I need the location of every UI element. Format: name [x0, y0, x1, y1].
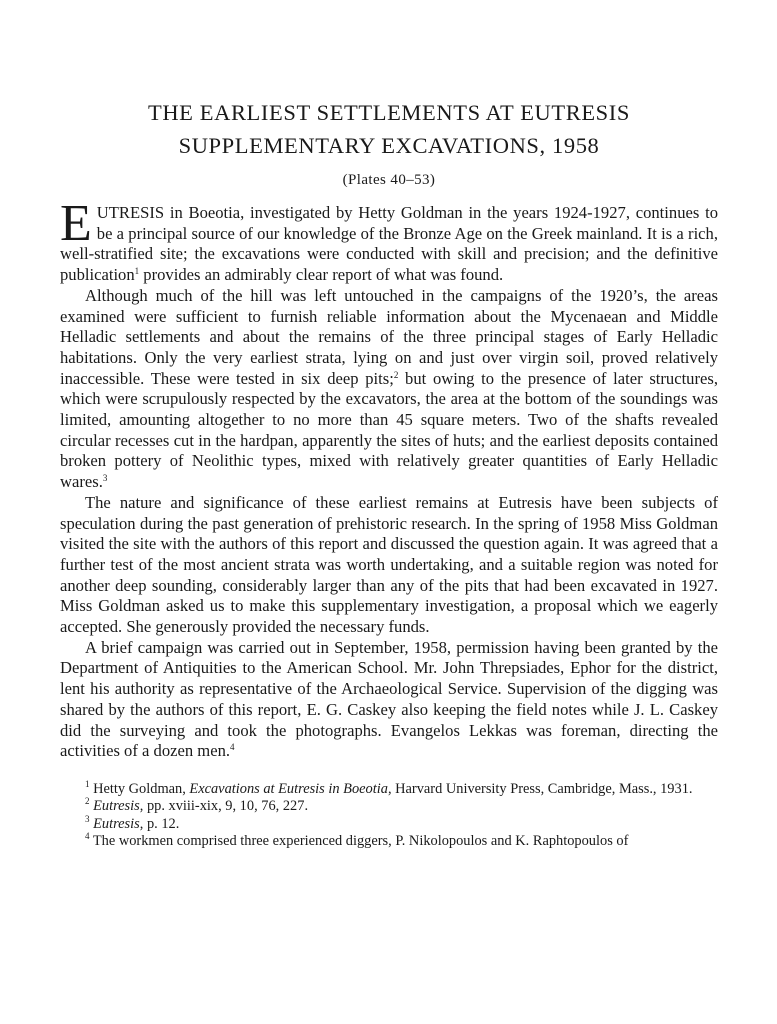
- footnote-ref-3: 3: [102, 473, 108, 484]
- footnote-ref-1: 1: [134, 266, 140, 277]
- footnote-ref-2: 2: [393, 369, 399, 380]
- footnote-1: $^1$ Hetty Goldman, Excavations at Eutresis in Boeotia, Harvard University Press, Cambridge, Mass., 1931.: [85, 778, 693, 797]
- footnote-ref-4: 4: [230, 742, 235, 753]
- article-title: [60, 96, 718, 162]
- footnote-4: $^4$ The workmen comprised three experienced diggers, P. Nikolopoulos and K. Raphtopoulos of: [85, 831, 629, 850]
- page: [60, 96, 718, 851]
- paragraph-1-text-a: UTRESIS in Boeotia, investigated by Hetty Goldman in the years 1924-1927, continues to be a principal source of our knowledge of the Bronze Age on the Greek mainland. It is a rich, well-stratified site; the excavations were conducted with skill and precision; and the definitive publication: [60, 203, 718, 285]
- footnote-3: $^3$ Eutresis, p. 12.: [85, 813, 180, 832]
- title-line-1: THE EARLIEST SETTLEMENTS AT EUTRESIS: [147, 100, 630, 125]
- paragraph-2: [60, 286, 718, 493]
- plates-reference: (Plates 40–53): [342, 172, 436, 188]
- title-line-2: SUPPLEMENTARY EXCAVATIONS, 1958: [178, 133, 600, 158]
- article-body: [60, 195, 718, 762]
- footnotes: [60, 778, 718, 851]
- footnote-2: $^2$ Eutresis, pp. xviii-xix, 9, 10, 76, 227.: [85, 796, 309, 815]
- paragraph-2-text-b: but owing to the presence of later structures, which were scrupulously respected by the excavators, the area at the bottom of the soundings was limited, amounting altogether to no more than 45 square meters. Two of the shafts revealed circular recesses cut in the hardpan, apparently the sites of huts; and the earliest deposits contained broken pottery of Neolithic types, mixed with relatively greater quantities of Early Helladic wares.: [60, 368, 718, 492]
- paragraph-1-text-b: provides an admirably clear report of what was found.: [139, 265, 504, 285]
- paragraph-3: The nature and significance of these earliest remains at Eutresis have been subjects of speculation during the past generation of prehistoric research. In the spring of 1958 Miss Goldman visited the site with the authors of this report and discussed the question again. It was agreed that a further test of the most ancient strata was worth undertaking, and a suitable region was noted for another deep sounding, considerably larger than any of the pits that had been excavated in 1927. Miss Goldman asked us to make this supplementary investigation, a proposal which we eagerly accepted. She generously provided the necessary funds.: [60, 492, 718, 637]
- drop-cap: E: [60, 195, 92, 252]
- paragraph-4: [60, 638, 718, 762]
- paragraph-4-text: A brief campaign was carried out in September, 1958, permission having been granted by the Department of Antiquities to the American School. Mr. John Threpsiades, Ephor for the district, lent his authority as representative of the Archaeological Service. Supervision of the digging was shared by the authors of this report, E. G. Caskey also keeping the field notes while J. L. Caskey did the surveying and took the photographs. Evangelos Lekkas was foreman, directing the activities of a dozen men.: [60, 637, 718, 761]
- paragraph-2-text-a: Although much of the hill was left untouched in the campaigns of the 1920’s, the areas examined were sufficient to furnish reliable information about the Mycenaean and Middle Helladic settlements and about the remains of the three principal stages of Early Helladic habitations. Only the very earliest strata, lying on and just over virgin soil, proved relatively inaccessible. These were tested in six deep pits;: [60, 285, 718, 388]
- paragraph-1: [60, 195, 718, 286]
